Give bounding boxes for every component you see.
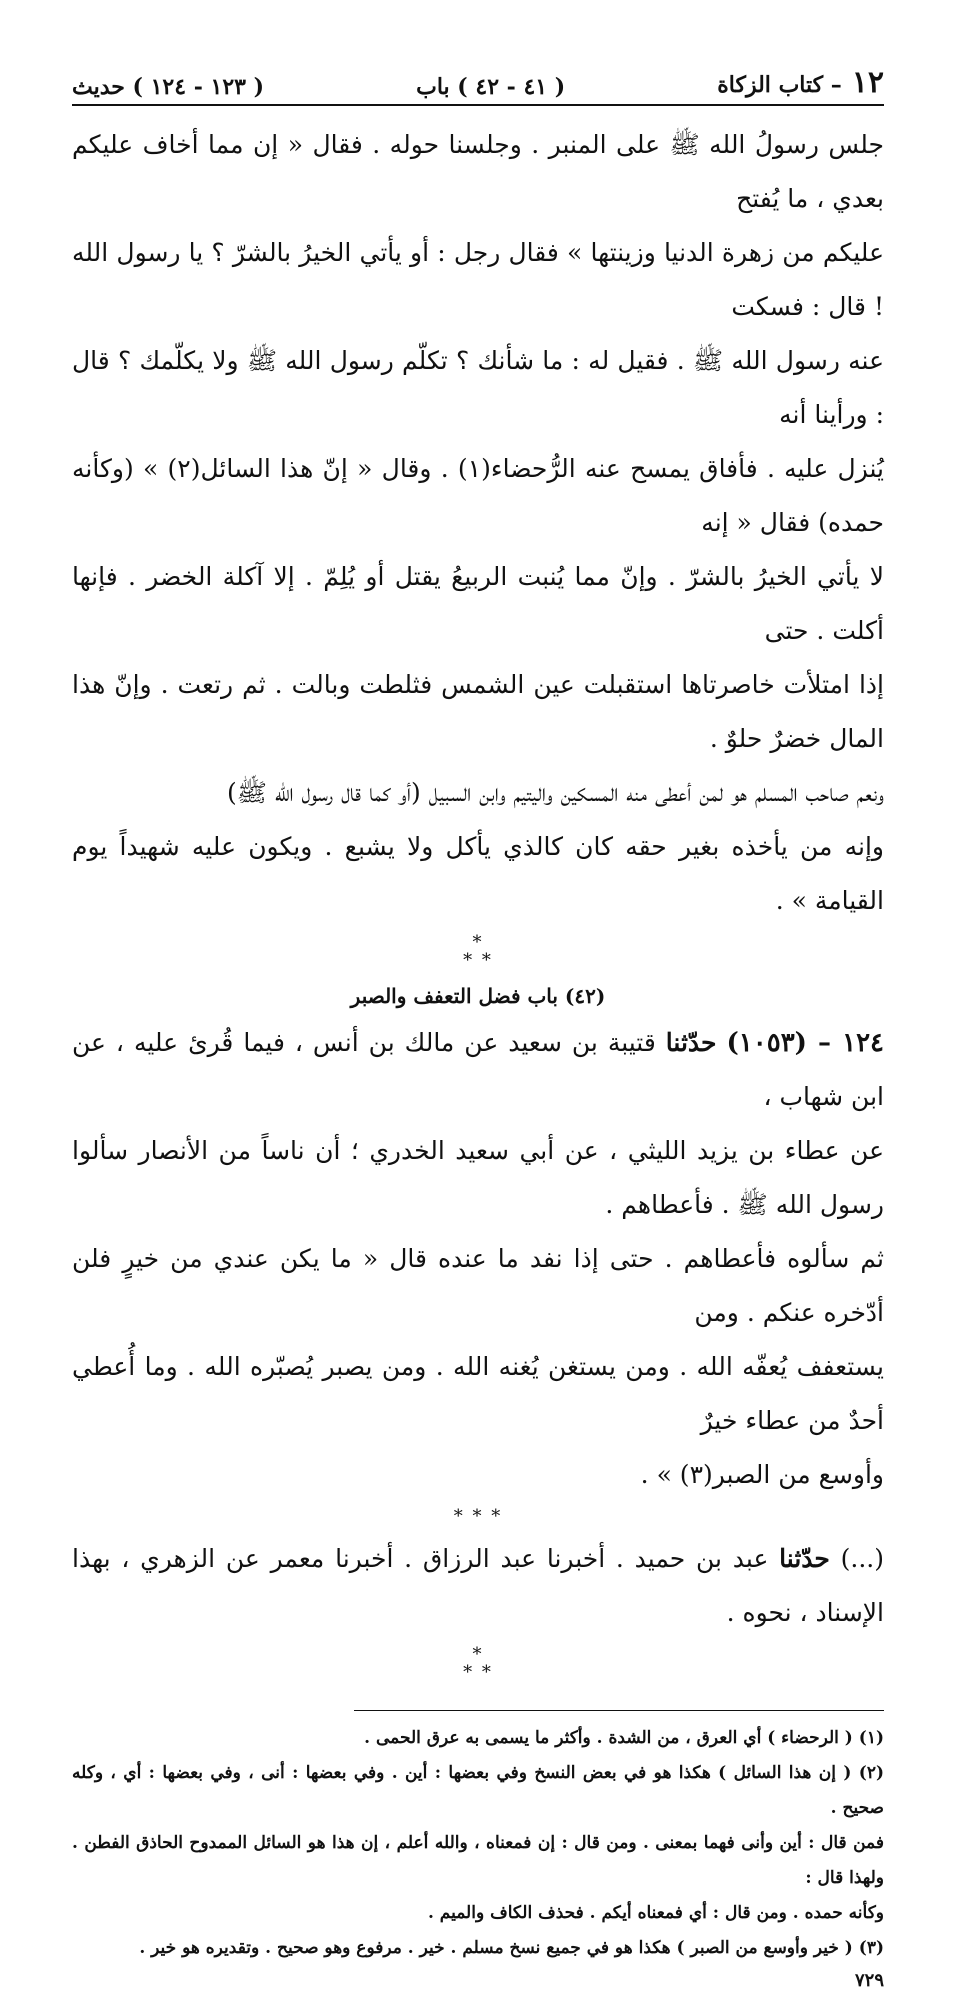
- footnote-1: (١) ( الرحضاء ) أي العرق ، من الشدة . وأكثر ما يسمى به عرق الحمى .: [364, 1728, 884, 1748]
- text-line: جلس رسولُ الله ﷺ على المنبر . وجلسنا حوله . فقال « إن مما أخاف عليكم بعدي ، ما يُفتح: [72, 130, 884, 213]
- footnote-2: (٢) ( إن هذا السائل ) هكذا هو في بعض النسخ وفي بعضها : أين . وفي بعضها : أنى ، وفي بعضها : أي ، وكله صحيح .: [72, 1763, 884, 1818]
- haddathana-word: حدّثنا: [779, 1544, 830, 1573]
- star-top: *: [472, 932, 484, 953]
- hadith-text: عبد بن حميد . أخبرنا عبد الرزاق . أخبرنا معمر عن الزهري ، بهذا الإسناد ، نحوه .: [72, 1544, 884, 1627]
- running-header: [72, 60, 884, 100]
- hadith-124-secondary: [72, 1532, 884, 1640]
- hadith-number: (...): [840, 1544, 885, 1573]
- footnote-2-cont: فمن قال : أين وأنى فهما بمعنى . ومن قال : إن فمعناه ، والله أعلم ، إن هذا هو السائل الممدوح الحاذق الفطن . ولهذا قال :: [72, 1833, 884, 1888]
- header-book-title: – كتاب الزكاة: [717, 72, 842, 98]
- text-line: وأوسع من الصبر(٣) » .: [640, 1460, 884, 1489]
- footnote-2-cont: وكأنه حمده . ومن قال : أي فمعناه أيكم . فحذف الكاف والميم .: [427, 1903, 884, 1923]
- star-top: *: [472, 1644, 484, 1665]
- star-bottom: * *: [463, 950, 493, 971]
- text-line: [72, 1532, 884, 1640]
- footnote-rule: [354, 1710, 884, 1711]
- text-line: وإنه من يأخذه بغير حقه كان كالذي يأكل ولا يشبع . ويكون عليه شهيداً يوم القيامة » .: [72, 832, 884, 915]
- text-line: لا يأتي الخيرُ بالشرّ . وإنّ مما يُنبت الربيعُ يقتل أو يُلِمّ . إلا آكلة الخضر . فإنها أكلت . حتى: [72, 562, 884, 645]
- text-line: إذا امتلأت خاصرتاها استقبلت عين الشمس فثلطت وبالت . ثم رتعت . وإنّ هذا المال خضرٌ حلوٌ .: [72, 670, 884, 753]
- hadith-text: قتيبة بن سعيد عن مالك بن أنس ، فيما قُرئ عليه ، عن ابن شهاب ،: [72, 1028, 884, 1111]
- three-stars: * * *: [453, 1506, 503, 1527]
- text-line: [72, 1016, 884, 1124]
- section-stars: [72, 934, 884, 970]
- footnote-3: (٣) ( خير وأوسع من الصبر ) هكذا هو في جميع نسخ مسلم . خير . مرفوع وهو صحيح . وتقديره هو خير .: [139, 1938, 884, 1958]
- text-line: عنه رسول الله ﷺ . فقيل له : ما شأنك ؟ تكلّم رسول الله ﷺ ولا يكلّمك ؟ قال : ورأينا أنه: [72, 346, 884, 429]
- star-bottom: * *: [463, 1662, 493, 1683]
- text-line: عن عطاء بن يزيد الليثي ، عن أبي سعيد الخدري ؛ أن ناساً من الأنصار سألوا رسول الله ﷺ . فأعطاهم .: [72, 1136, 884, 1219]
- header-book: [717, 65, 884, 100]
- text-line: يُنزل عليه . فأفاق يمسح عنه الرُّحضاء(١) . وقال « إنّ هذا السائل(٢) » (وكأنه حمده) فقال « إنه: [72, 454, 884, 537]
- text-line: عليكم من زهرة الدنيا وزينتها » فقال رجل : أو يأتي الخيرُ بالشرّ ؟ يا رسول الله ! قال : فسكت: [72, 238, 884, 321]
- text-line: يستعفف يُعفّه الله . ومن يستغن يُغنه الله . ومن يصبر يُصبّره الله . وما أُعطي أحدٌ من عطاء خيرٌ: [72, 1352, 884, 1435]
- header-rule: [72, 104, 884, 106]
- hadith-number: ١٢٤ – (١٠٥٣): [726, 1028, 885, 1058]
- page-number: ٧٢٩: [854, 1970, 884, 1991]
- hadith-124: [72, 1016, 884, 1502]
- text-line: ونعم صاحب المسلم هو لمن أعطى منه المسكين واليتيم وابن السبيل (أو كما قال رسول الله ﷺ): [227, 778, 884, 807]
- haddathana-word: حدّثنا: [665, 1028, 717, 1057]
- bab-title: (٤٢) باب فضل التعفف والصبر: [350, 984, 606, 1008]
- passage-hadith-123: [72, 118, 884, 928]
- header-bab-range: ( ٤١ - ٤٢ ) باب: [416, 74, 566, 100]
- text-line: ثم سألوه فأعطاهم . حتى إذا نفد ما عنده قال « ما يكن عندي من خيرٍ فلن أدّخره عنكم . ومن: [72, 1244, 884, 1327]
- header-hadith-range: ( ١٢٣ - ١٢٤ ) حديث: [72, 74, 265, 100]
- footnotes: [72, 1721, 884, 1966]
- header-chapter-number: ١٢: [851, 65, 884, 100]
- section-stars-end: [72, 1646, 884, 1682]
